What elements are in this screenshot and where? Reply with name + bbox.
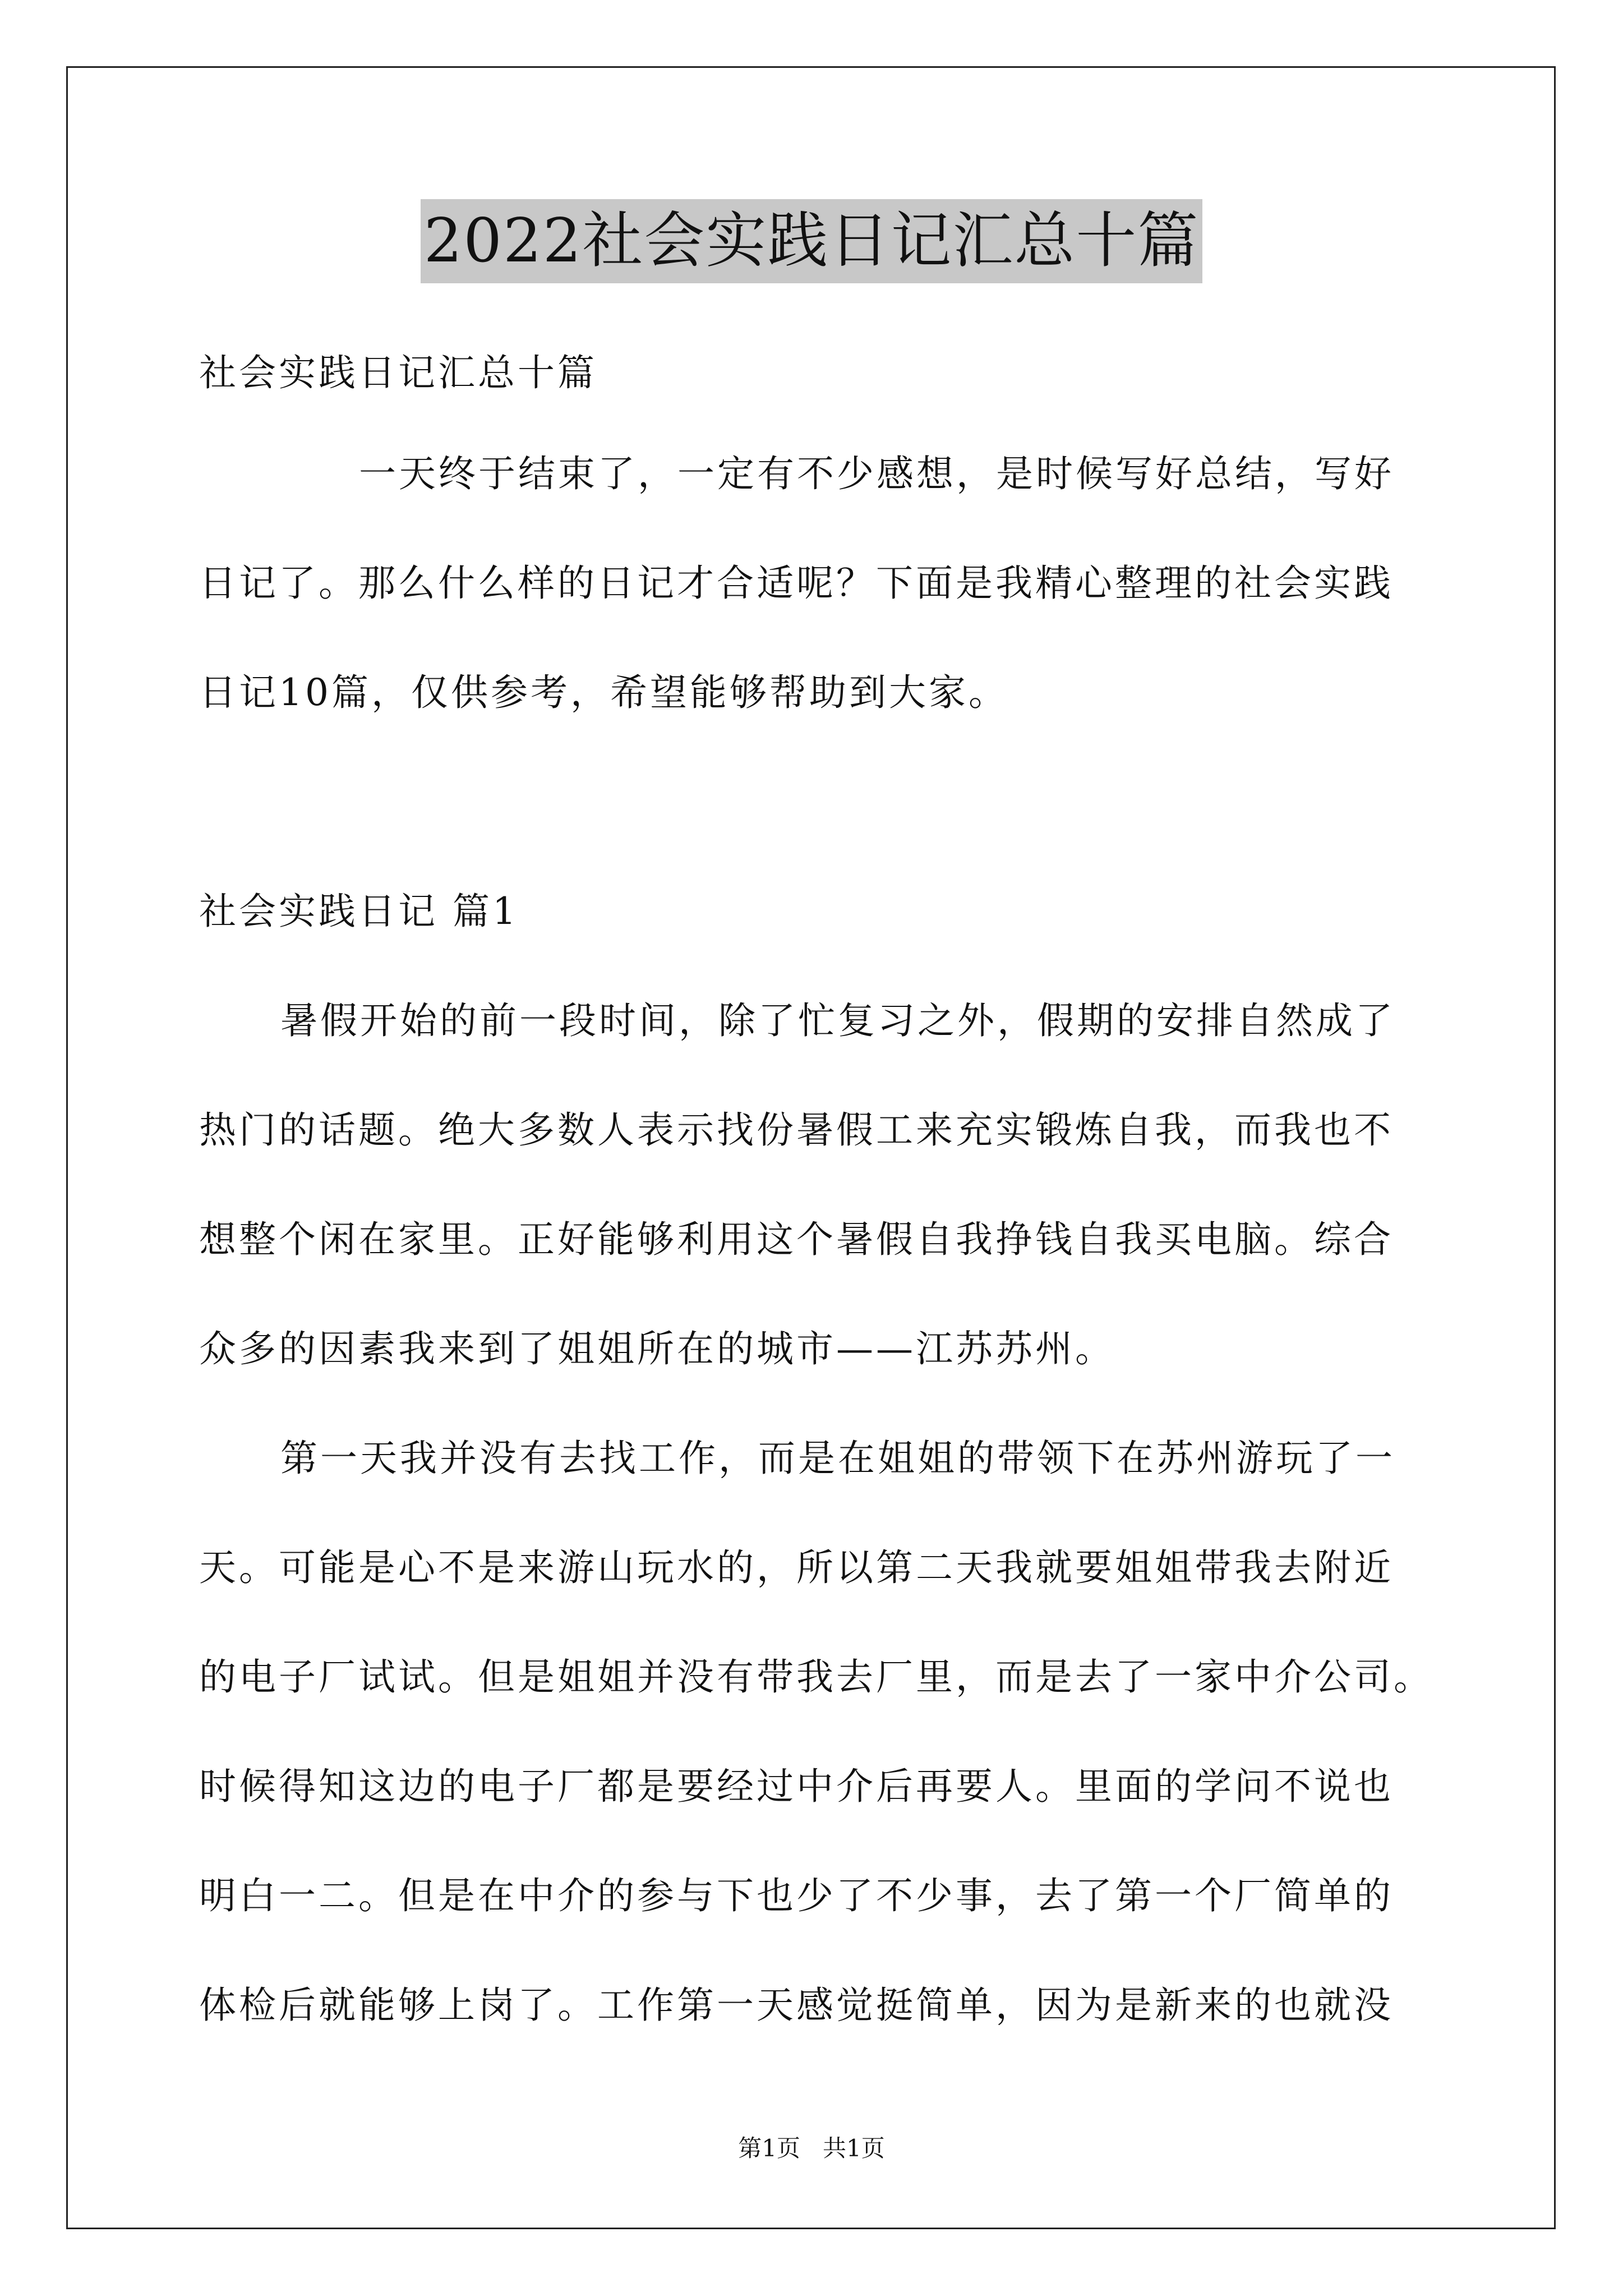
- page-number: 第1页: [738, 2134, 800, 2162]
- page-footer: [0, 2132, 1623, 2165]
- paragraph2-line-6: 体检后就能够上岗了。工作第一天感觉挺简单，因为是新来的也就没: [199, 1984, 1394, 2027]
- intro-line-3: 日记10篇，仅供参考，希望能够帮助到大家。: [199, 671, 1008, 714]
- paragraph2-line-2: 天。可能是心不是来游山玩水的，所以第二天我就要姐姐带我去附近: [199, 1546, 1394, 1589]
- paragraph2-line-5: 明白一二。但是在中介的参与下也少了不少事，去了第一个厂简单的: [199, 1874, 1394, 1917]
- document-title: 2022社会实践日记汇总十篇: [421, 199, 1203, 283]
- paragraph2-line-4: 时候得知这边的电子厂都是要经过中介后再要人。里面的学问不说也: [199, 1765, 1394, 1808]
- subtitle: 社会实践日记汇总十篇: [199, 351, 597, 394]
- intro-line-1: 一天终于结束了，一定有不少感想，是时候写好总结，写好: [359, 452, 1394, 495]
- section-heading: 社会实践日记 篇1: [199, 890, 519, 933]
- paragraph1-line-2: 热门的话题。绝大多数人表示找份暑假工来充实锻炼自我，而我也不: [199, 1108, 1394, 1152]
- paragraph1-line-4: 众多的因素我来到了姐姐所在的城市——江苏苏州。: [199, 1327, 1115, 1370]
- title-container: [0, 199, 1623, 283]
- paragraph2-line-3: 的电子厂试试。但是姐姐并没有带我去厂里，而是去了一家中介公司。: [199, 1655, 1433, 1699]
- intro-line-2: 日记了。那么什么样的日记才合适呢？下面是我精心整理的社会实践: [199, 562, 1394, 605]
- paragraph1-line-1: 暑假开始的前一段时间，除了忙复习之外，假期的安排自然成了: [280, 999, 1395, 1042]
- page-total: 共1页: [823, 2134, 885, 2162]
- paragraph1-line-3: 想整个闲在家里。正好能够利用这个暑假自我挣钱自我买电脑。综合: [199, 1218, 1394, 1261]
- paragraph2-line-1: 第一天我并没有去找工作，而是在姐姐的带领下在苏州游玩了一: [280, 1437, 1395, 1480]
